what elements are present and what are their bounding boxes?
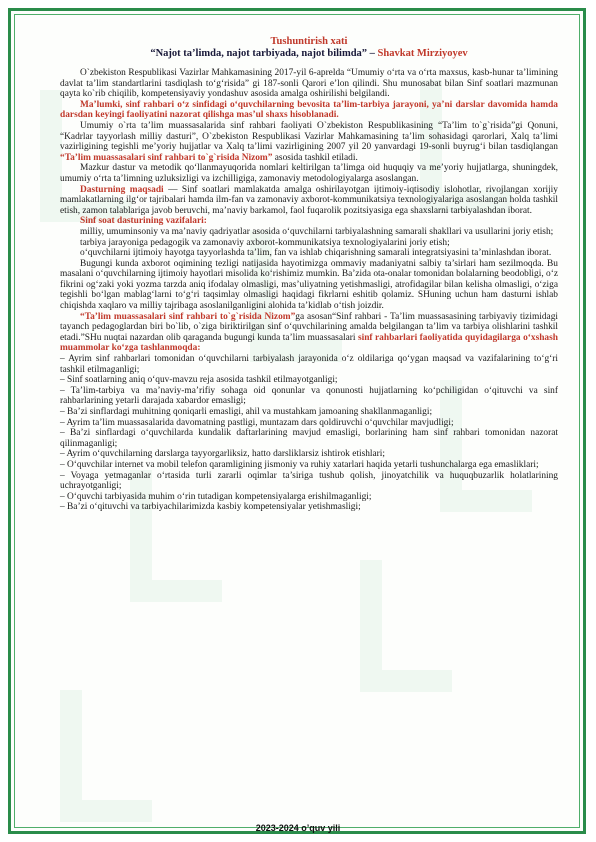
paragraph-mass-culture: Bugungi kunda axborot oqimining tezligi natijasida hayotimizga ommaviy madaniyatni salbiy ta’sirlari ham sezilmoqda. Bu masalani o‘quvchilarning ijtimoiy hayotlari misolida ko‘rishimiz mumkin. Ba’zida ota-onalar tomonidan bolalarning beodobligi, o‘z fikrini og‘zaki yoki yozma tarzda aniq ifodalay olmasligi, mas’uliyatning yetishmasligi, atrofidagilar bilan kelisha olmasligi, o‘ziga tegishli bo‘lgan mablag‘larni to‘g‘ri taqsimlay olmasligi haqidagi fikrlarni eshitib qolamiz. SHuning uchun ham dasturni ishlab chiqishda xaqlaro va milliy tajribaga asoslanilganligini alohida ta’kidlab o‘tish joizdir. — [60, 258, 558, 312]
document-epigraph — [60, 48, 558, 60]
page-footer: 2023-2024 o’quv yili — [255, 823, 341, 833]
paragraph-problems-intro — [60, 312, 558, 354]
paragraph-class-teacher-role: Ma’lumki, sinf rahbari o‘z sinfidagi o‘quvchilarning bevosita ta’lim-tarbiya jarayoni, ya’ni darslar davomida hamda darsdan keyingi faoliyatini nazorat qilishga mas’ul shaxs hisoblanadi. — [60, 99, 558, 121]
problem-item: – Ayrim sinf rahbarlari tomonidan o‘quvchilarni tarbiyalash jarayonida o‘z oldilariga qo‘ygan maqsad va vazifalarining to‘g‘ri tashkil etilmaganligi; — [60, 354, 558, 375]
problems-intro-text: ga asosan“Sinf rahbari - Ta’lim muassasasining tarbiyaviy tizimidagi tayanch pedagoglardan biri bo`lib, o`ziga biriktirilgan sinf o‘quvchilarining amalda belgilangan ta’lim va tarbiya olishlarini tashkil etadi.”SHu nuqtai nazardan olib qaraganda bugungi kunda ta’lim muassasalari — [60, 311, 558, 343]
problems-list — [60, 354, 558, 513]
regulation-name: “Ta’lim muassasalari sinf rahbari to`g`risida Nizom” — [60, 152, 273, 163]
document-body — [60, 36, 558, 513]
problem-item: – Voyaga yetmaganlar o‘rtasida turli zararli oqimlar ta’siriga tushub qolish, jinoyatchilik va huquqbuzarlik holatlarining uchrayotganligi; — [60, 470, 558, 492]
regulation-name: “Ta’lim muassasalari sinf rahbari to`g`risida Nizom” — [80, 311, 296, 322]
epigraph-quote: “Najot ta’limda, najot tarbiyada, najot bilimda” – — [150, 48, 378, 59]
paragraph-intro: O`zbekiston Respublikasi Vazirlar Mahkamasining 2017-yil 6-aprelda “Umumiy o‘rta va o‘rta maxsus, kasb-hunar ta’limining davlat ta’lim standartlarini tasdiqlash to‘g‘risida” gi 187-sonli Qarori e’lon qilindi. Shu munosabat bilan Sinf soatlari mazmunan qayta ko`rib chiqilib, kompetensiyaviy yondashuv asosida amalga oshirilishi belgilandi. — [60, 68, 558, 100]
legal-basis-tail: asosida tashkil etiladi. — [272, 152, 358, 163]
legal-basis-text: Umumiy o`rta ta’lim muassasalarida sinf rahbari faoliyati O`zbekiston Respublikasining “Ta’lim to`g`risida”gi Qonuni, “Kadrlar tayyorlash milliy dasturi”, O`zbekiston Respublikasi Vazirlar Mahkamasining ta’lim sohasidagi qarorlari, Xalq ta’limi vazirligining tegishli me’yoriy hujjatlar va Xalq ta’limi vazirligining 2007 yil 20 yanvardagi 19-sonli buyrug‘i bilan tasdiqlangan — [60, 120, 558, 153]
problem-item: – Ba’zi sinflardagi o‘quvchilarda kundalik daftarlarining mavjud emasligi, borlarining ham sinf rahbari tomonidan nazorat qilinmaganligi; — [60, 428, 558, 449]
epigraph-author: Shavkat Mirziyoyev — [377, 48, 468, 59]
paragraph-program-basis: Mazkur dastur va metodik qo‘llanmayuqorida nomlari keltirilgan ta’limga oid huquqiy va me’yoriy hujjatlarga, shuningdek, umumiy o‘rta ta’limning uzluksizligi va izchilligiga, zamonaviy metodologiyalarga asoslangan. — [60, 163, 558, 184]
problem-item: – Ta’lim-tarbiya va ma’naviy-ma’rifiy sohaga oid qonunlar va qonunosti hujjatlarning ko‘pchiligidan o‘qituvchi va sinf rahbarlarining yetarli darajada xabardor emasligi; — [60, 385, 558, 407]
problem-item: – Ba’zi sinflardagi muhitning qoniqarli emasligi, ahil va mustahkam jamoaning shakllanmaganligi; — [60, 407, 433, 417]
goal-label: Dasturning maqsadi — [80, 184, 164, 195]
problem-item: – Ayrim ta’lim muassasalarida davomatning pastligi, muntazam dars qoldiruvchi o‘quvchilar mavjudligi; — [60, 417, 454, 428]
task-item: o‘quvchilarni ijtimoiy hayotga tayyorlashda ta’lim, fan va ishlab chiqarishning samarali integratsiyasini ta’minlashdan iborat. — [80, 248, 552, 259]
task-item: milliy, umuminsoniy va ma’naviy qadriyatlar asosida o‘quvchilarni tarbiyalashning samarali shakllari va usullarini joriy etish; — [80, 226, 554, 237]
problem-item: – O‘quvchi tarbiyasida muhim o‘rin tutadigan kompetensiyalarga erishilmaganligi; — [60, 491, 372, 502]
document-title: Tushuntirish xati — [270, 36, 348, 47]
goal-text: — Sinf soatlari mamlakatda amalga oshirilayotgan ijtimoiy-iqtisodiy islohotlar, rivojlangan xorijiy mamlakatlarning ilg‘or tajribalari hamda ilm-fan va zamonaviy axborot-kommunikatsiya texnologiyalariga asoslangan holda tashkil etish, zamon talablariga javob beruvchi, ma’naviy barkamol, faol fuqarolik pozitsiyasiga ega shaxslarni tarbiyalashdan iborat. — [60, 184, 558, 216]
tasks-heading: Sinf soat dasturining vazifalari: — [80, 216, 207, 227]
paragraph-legal-basis — [60, 121, 558, 163]
paragraph-program-goal — [60, 185, 558, 217]
task-item: tarbiya jarayoniga pedagogik va zamonaviy axborot-kommunikatsiya texnologiyalarini joriy etish; — [80, 237, 450, 248]
problem-item: – Ba’zi o‘qituvchi va tarbiyachilarimizda kasbiy kompetensiyalar yetishmasligi; — [60, 502, 361, 513]
problem-item: – O‘quvchilar internet va mobil telefon qaramligining jismoniy va ruhiy xatarlari haqida yetarli tushunchalarga ega emasliklari; — [60, 459, 539, 470]
problem-item: – Ayrim o‘quvchilarning darslarga tayyorgarliksiz, hatto darsliklarsiz ishtirok etishlari; — [60, 449, 386, 460]
problem-item: – Sinf soatlarning aniq o‘quv-mavzu reja asosida tashkil etilmayotganligi; — [60, 375, 338, 386]
problems-intro-emphasis: sinf rahbarlari faoliyatida quyidagilarga o‘xshash muammolar ko‘zga tashlanmoqda: — [60, 332, 558, 354]
